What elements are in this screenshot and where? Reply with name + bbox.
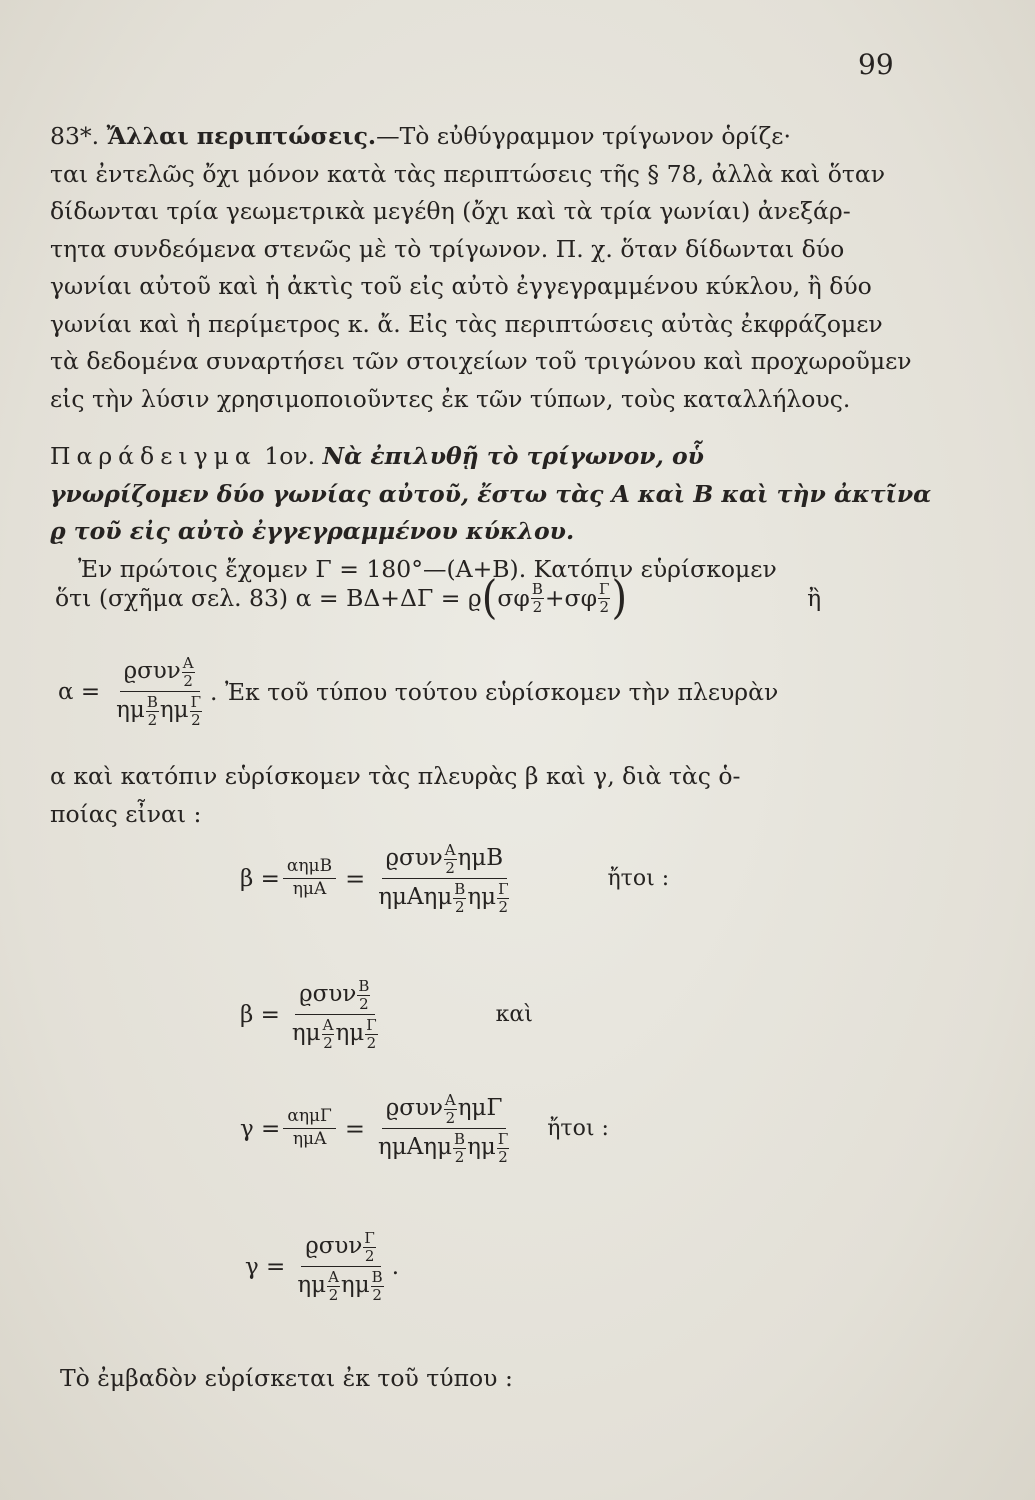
half-B-num: Β — [531, 580, 543, 598]
formula-gamma-1 — [240, 1092, 609, 1165]
gamma1-tail: ἤτοι : — [547, 1116, 609, 1141]
gamma2-den-2b: 2 — [372, 1285, 382, 1304]
gamma1-f2-den-half-G — [497, 1131, 509, 1165]
gamma1-f2-den-2a: 2 — [454, 1147, 465, 1166]
gamma2-den-2a: 2 — [328, 1285, 339, 1304]
section-83-line-5: γωνίαι αὐτοῦ καὶ ἡ ἀκτὶς τοῦ εἰς αὐτὸ ἐγγεγραμμένου κύκλου, ἢ δύο — [50, 272, 872, 300]
gamma1-f2-num-2: 2 — [445, 1108, 456, 1127]
alpha-fraction — [112, 655, 207, 728]
beta2-num — [295, 978, 375, 1015]
beta1-eq: = — [345, 864, 366, 893]
alpha-num-text: ϱσυν — [123, 658, 181, 684]
beta2-tail: καὶ — [495, 1002, 533, 1027]
example-statement-1: Νὰ ἐπιλυθῇ τὸ τρίγωνον, οὗ — [322, 442, 704, 470]
gamma1-f1-den: ημΑ — [292, 1129, 327, 1149]
or-word: ἢ — [807, 584, 822, 612]
beta1-f2-den-G: Γ — [498, 880, 509, 898]
alpha-den-half-G — [190, 694, 202, 728]
beta1-f2-den-b: ημ — [467, 884, 497, 910]
alpha-den-half-B — [146, 694, 159, 728]
gamma2-den — [293, 1267, 388, 1303]
beta1-lhs: β = — [240, 865, 280, 892]
gamma2-den-b: ημ — [340, 1272, 370, 1298]
beta2-num-2: 2 — [359, 994, 369, 1013]
gamma1-lhs: γ = — [240, 1115, 281, 1142]
half-G — [598, 581, 610, 615]
gamma1-f2-den-half-B — [453, 1131, 466, 1165]
gamma2-den-B: Β — [371, 1268, 383, 1286]
example-continuation — [50, 758, 910, 833]
cot-1: σφ — [497, 584, 530, 612]
example-statement-3: ϱ τοῦ εἰς αὐτὸ ἐγγεγραμμένου κύκλου. — [50, 517, 575, 545]
beta2-den — [288, 1015, 383, 1051]
beta2-den-half-G — [365, 1017, 377, 1051]
gamma1-f2-den-B: Β — [454, 1130, 466, 1148]
example-number: 1ον. — [264, 442, 316, 470]
closing-paragraph — [50, 1360, 910, 1398]
gamma2-num-2: 2 — [364, 1246, 375, 1265]
beta2-den-a: ημ — [291, 1020, 321, 1046]
beta1-f2-num-2: 2 — [445, 858, 455, 877]
gamma1-f2-num — [382, 1092, 507, 1129]
formula-alpha — [58, 655, 778, 728]
beta1-f2-num — [382, 842, 508, 879]
gamma1-f2-den — [374, 1129, 514, 1165]
beta2-den-half-A — [322, 1017, 335, 1051]
beta1-f2-num-A: Α — [444, 841, 456, 859]
alpha-num-A: Α — [182, 654, 194, 672]
alpha-num-2: 2 — [183, 671, 193, 690]
gamma2-lhs: γ = — [245, 1253, 286, 1280]
gamma1-f2-den-2b: 2 — [498, 1147, 508, 1166]
section-83-line-1 — [50, 118, 910, 156]
gamma2-den-half-B — [371, 1269, 384, 1303]
formula-beta-1 — [240, 842, 669, 915]
beta1-tail: ἤτοι : — [607, 866, 670, 891]
alpha-den-2b: 2 — [191, 710, 201, 729]
beta2-den-G: Γ — [366, 1016, 377, 1034]
gamma1-f2-num-half-A — [444, 1092, 457, 1126]
paren-open: ( — [481, 571, 498, 625]
gamma1-f2-num-a: ϱσυν — [385, 1095, 443, 1121]
section-heading: Ἄλλαι περιπτώσεις. — [106, 122, 377, 150]
beta2-frac — [288, 978, 383, 1051]
example-statement-2: γνωρίζομεν δύο γωνίας αὐτοῦ, ἔστω τὰς Α καὶ Β καὶ τὴν ἀκτῖνα — [50, 479, 932, 508]
example-line-sides: α καὶ κατόπιν εὑρίσκομεν τὰς πλευρὰς β καὶ γ, διὰ τὰς ὁ- — [50, 762, 741, 790]
section-83-line-4: τητα συνδεόμενα στενῶς μὲ τὸ τρίγωνον. Π. χ. ὅταν δίδωνται δύο — [50, 234, 845, 263]
gamma2-den-a: ημ — [297, 1272, 327, 1298]
gamma2-den-A: Α — [328, 1268, 339, 1286]
cot-2: +σφ — [544, 584, 598, 612]
beta1-f1-den: ημΑ — [292, 879, 327, 899]
formula-alpha-cot — [55, 571, 822, 625]
gamma2-frac — [293, 1230, 388, 1303]
gamma2-tail: . — [391, 1253, 399, 1280]
beta2-den-2a: 2 — [323, 1033, 333, 1052]
page-number: 99 — [858, 48, 894, 81]
beta1-f1-num: αημΒ — [283, 858, 336, 879]
beta1-f2-num-b: ημΒ — [457, 845, 504, 871]
beta2-num-B: Β — [358, 977, 370, 995]
alpha-num-half-A — [182, 655, 195, 689]
formula-gamma-2 — [245, 1230, 399, 1303]
section-83 — [50, 118, 910, 418]
beta1-f2-den-half-G — [497, 881, 509, 915]
example-1 — [50, 438, 932, 588]
beta2-lhs: β = — [240, 1001, 280, 1028]
gamma1-f2-num-b: ημΓ — [457, 1095, 503, 1121]
alpha-den-B: Β — [146, 693, 158, 711]
beta1-frac-1 — [283, 858, 336, 899]
beta1-frac-2 — [374, 842, 514, 915]
gamma1-f1-num: αημΓ — [283, 1108, 336, 1129]
alpha-numerator — [120, 655, 200, 692]
beta1-f2-den-2b: 2 — [498, 897, 509, 916]
alpha-den-2a: 2 — [147, 710, 158, 729]
alpha-denominator — [112, 692, 207, 728]
paren-close: ) — [611, 571, 628, 625]
beta2-den-A: Α — [322, 1016, 334, 1034]
gamma1-frac-2 — [374, 1092, 514, 1165]
section-83-line-3: δίδωνται τρία γεωμετρικὰ μεγέθη (ὄχι καὶ τὰ τρία γωνίαι) ἀνεξάρ- — [50, 197, 851, 225]
beta2-num-text: ϱσυν — [299, 981, 357, 1007]
beta1-f2-den-a: ημΑημ — [378, 884, 453, 910]
example-line-which: ποίας εἶναι : — [50, 799, 202, 828]
beta1-f2-num-a: ϱσυν — [385, 845, 443, 871]
gamma2-num-text: ϱσυν — [305, 1233, 363, 1259]
half-B-den: 2 — [532, 597, 543, 616]
gamma1-f2-den-a: ημΑημ — [377, 1134, 453, 1160]
beta1-f2-num-half-A — [444, 842, 457, 876]
section-83-line-6: γωνίαι καὶ ἡ περίμετρος κ. ἄ. Εἰς τὰς περιπτώσεις αὐτὰς ἐκφράζομεν — [50, 309, 883, 338]
section-intro: —Τὸ εὐθύγραμμον τρίγωνον ὁρίζε· — [376, 122, 791, 150]
beta1-f2-den — [374, 879, 514, 915]
half-G-den: 2 — [599, 597, 610, 616]
half-B — [531, 581, 544, 615]
example-line-1 — [50, 438, 910, 476]
beta2-den-2b: 2 — [366, 1033, 377, 1052]
section-83-line-2: ται ἐντελῶς ὄχι μόνον κατὰ τὰς περιπτώσεις τῆς § 78, ἀλλὰ καὶ ὅταν — [50, 159, 886, 188]
gamma1-f2-den-b: ημ — [467, 1134, 496, 1160]
beta1-f2-den-B: Β — [454, 880, 466, 898]
half-G-num: Γ — [599, 580, 610, 598]
beta1-f2-den-half-B — [453, 881, 466, 915]
alpha-den-sin-1: ημ — [116, 697, 145, 723]
example-line-gamma: Ἐν πρώτοις ἔχομεν Γ = 180°—(Α+Β). Κατόπιν εὑρίσκομεν — [78, 554, 777, 583]
alpha-den-G: Γ — [190, 693, 202, 711]
beta2-num-half-B — [357, 978, 370, 1012]
example-label: Παράδειγμα — [50, 442, 257, 470]
formula-beta-2 — [240, 978, 533, 1051]
formula-alpha-cot-text: ὅτι (σχῆμα σελ. 83) α = ΒΔ+ΔΓ = ϱ — [55, 584, 482, 612]
alpha-lhs: α = — [58, 678, 101, 705]
gamma2-den-half-A — [327, 1269, 340, 1303]
gamma1-eq: = — [344, 1114, 365, 1143]
closing-line: Τὸ ἐμβαδὸν εὑρίσκεται ἐκ τοῦ τύπου : — [60, 1364, 513, 1392]
beta1-f2-den-2a: 2 — [455, 897, 465, 916]
gamma1-f2-num-A: Α — [444, 1091, 456, 1109]
section-83-line-7: τὰ δεδομένα συναρτήσει τῶν στοιχείων τοῦ τριγώνου καὶ προχωροῦμεν — [50, 347, 912, 375]
alpha-den-sin-2: ημ — [159, 697, 189, 723]
gamma2-num — [301, 1230, 381, 1267]
alpha-tail-text: . Ἐκ τοῦ τύπου τούτου εὑρίσκομεν τὴν πλευρὰν — [210, 677, 779, 706]
section-83-line-8: εἰς τὴν λύσιν χρησιμοποιοῦντες ἐκ τῶν τύπων, τοὺς καταλλήλους. — [50, 384, 851, 413]
gamma2-num-G: Γ — [364, 1229, 375, 1247]
beta2-den-b: ημ — [335, 1020, 365, 1046]
gamma2-num-half-G — [363, 1230, 375, 1264]
gamma1-frac-1 — [283, 1108, 336, 1149]
section-label: 83*. — [50, 122, 100, 150]
gamma1-f2-den-G: Γ — [497, 1130, 509, 1148]
